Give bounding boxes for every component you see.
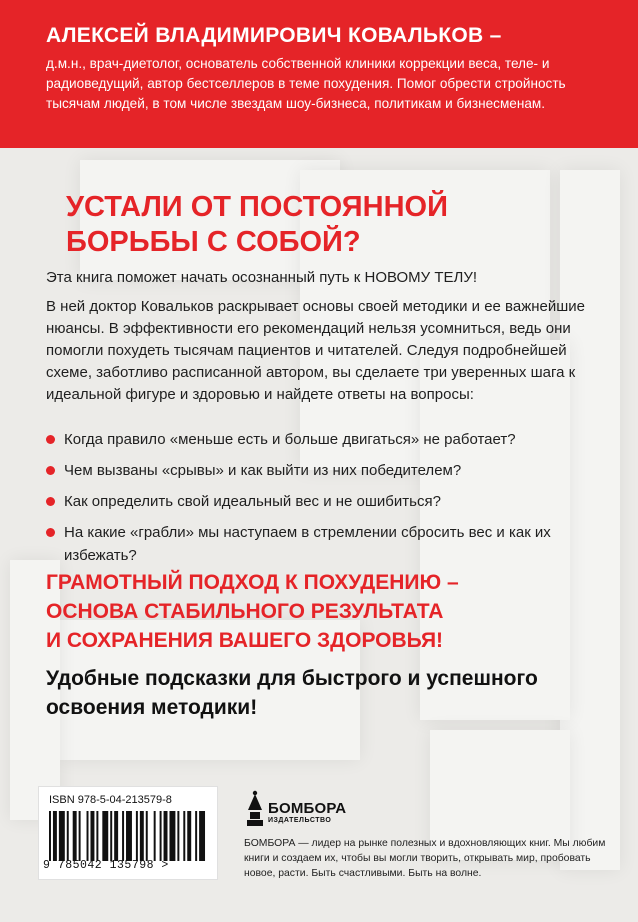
publisher-description: БОМБОРА — лидер на рынке полезных и вдохновляющих книг. Мы любим книги и создаем их, чтобы вы могли творить, открывать мир, пробовать новое, расти. Быть счастливыми. Быть на волне. xyxy=(244,838,606,879)
bullet-icon xyxy=(46,466,55,475)
publisher-logo xyxy=(244,790,384,834)
publisher-logo-icon xyxy=(244,790,266,830)
author-name: АЛЕКСЕЙ ВЛАДИМИРОВИЧ КОВАЛЬКОВ – xyxy=(46,24,502,47)
author-bio: д.м.н., врач-диетолог, основатель собственной клиники коррекции веса, теле- и радиоведущий, автор бестселлеров в теме похудения. Помог обрести стройность тысячам людей, в том числе звездам шоу-бизнеса, политикам и бизнесменам. xyxy=(46,56,566,111)
highlight-line: И СОХРАНЕНИЯ ВАШЕГО ЗДОРОВЬЯ! xyxy=(46,629,444,652)
author-banner xyxy=(0,0,638,148)
list-item xyxy=(46,428,606,451)
publisher-subtitle: ИЗДАТЕЛЬСТВО xyxy=(268,817,332,824)
barcode xyxy=(38,786,218,880)
list-item xyxy=(46,459,606,482)
question-text: Когда правило «меньше есть и больше двигаться» не работает? xyxy=(64,431,516,448)
headline-line: УСТАЛИ ОТ ПОСТОЯННОЙ xyxy=(66,191,448,223)
headline xyxy=(66,190,606,260)
question-text: На какие «грабли» мы наступаем в стремлении сбросить вес и как их избежать? xyxy=(64,524,551,564)
question-text: Как определить свой идеальный вес и не ошибиться? xyxy=(64,493,441,510)
highlight-line: ГРАМОТНЫЙ ПОДХОД К ПОХУДЕНИЮ – xyxy=(46,571,459,594)
highlight-line: ОСНОВА СТАБИЛЬНОГО РЕЗУЛЬТАТА xyxy=(46,600,444,623)
isbn-text: ISBN 978-5-04-213579-8 xyxy=(49,794,172,806)
bullet-icon xyxy=(46,497,55,506)
question-text: Чем вызваны «срывы» и как выйти из них победителем? xyxy=(64,462,462,479)
description-paragraph: В ней доктор Ковальков раскрывает основы своей методики и ее важнейшие нюансы. В эффективности его рекомендаций нельзя усомниться, ведь они помогли похудеть тысячам пациентов и читателей. Следуя подробнейшей схеме, заботливо расписанной автором, вы сделаете три уверенных шага к идеальной фигуре и здоровью и найдете ответы на вопросы: xyxy=(46,298,585,403)
list-item xyxy=(46,521,606,567)
headline-line: БОРЬБЫ С СОБОЙ? xyxy=(66,226,361,258)
lead-text: Эта книга поможет начать осознанный путь к НОВОМУ ТЕЛУ! xyxy=(46,269,478,286)
publisher-name: БОМБОРА xyxy=(268,800,347,817)
bullet-icon xyxy=(46,528,55,537)
list-item xyxy=(46,490,606,513)
barcode-bars xyxy=(49,811,207,861)
bullet-icon xyxy=(46,435,55,444)
questions-list xyxy=(46,428,606,575)
barcode-digits: 9 785042 135798 > xyxy=(43,859,169,872)
subline: Удобные подсказки для быстрого и успешного освоения методики! xyxy=(46,667,538,719)
highlight-statement xyxy=(46,568,606,655)
